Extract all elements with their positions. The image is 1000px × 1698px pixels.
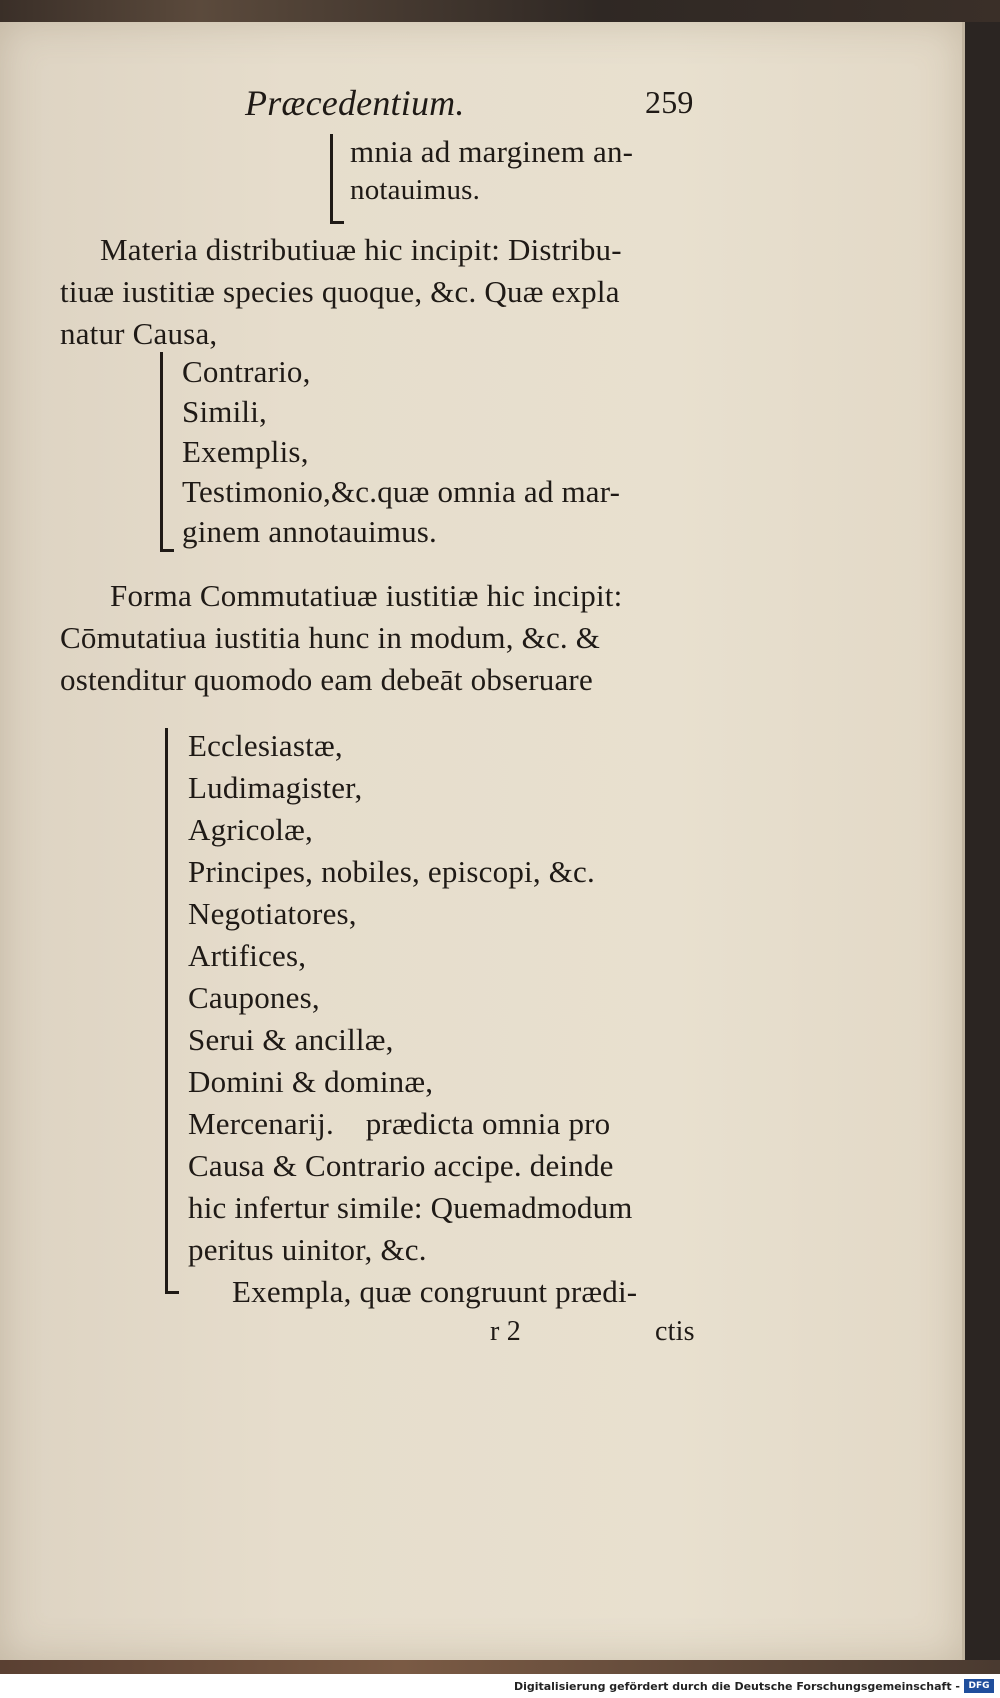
- digitization-footer: [0, 1674, 1000, 1698]
- list-item: Artifices,: [188, 938, 307, 973]
- list-item: Ludimagister,: [188, 770, 363, 805]
- top-edge: [0, 0, 1000, 22]
- text-line: notauimus.: [350, 174, 481, 206]
- digitization-credit: Digitalisierung gefördert durch die Deutsche Forschungsgemeinschaft -: [513, 1680, 960, 1693]
- book-page: [0, 22, 965, 1660]
- list-item: Principes, nobiles, episcopi, &c.: [188, 854, 595, 889]
- list-item: ginem annotauimus.: [182, 514, 438, 549]
- list-item: Ecclesiastæ,: [188, 728, 343, 763]
- catchword: ctis: [655, 1316, 695, 1347]
- text-line: tiuæ iustitiæ species quoque, &c. Quæ expla: [60, 274, 620, 309]
- text-line: Cōmutatiua iustitia hunc in modum, &c. &: [60, 620, 601, 655]
- text-line: mnia ad marginem an-: [350, 134, 634, 169]
- text-line: ostenditur quomodo eam debeāt obseruare: [60, 662, 593, 697]
- list-item: Simili,: [182, 394, 267, 429]
- list-item: Caupones,: [188, 980, 320, 1015]
- bracket: [160, 352, 163, 552]
- list-item: Negotiatores,: [188, 896, 357, 931]
- running-head: Præcedentium.: [245, 83, 465, 123]
- signature-mark: r 2: [490, 1316, 521, 1347]
- text-line: Forma Commutatiuæ iustitiæ hic incipit:: [110, 578, 623, 613]
- dfg-logo: DFG: [964, 1679, 994, 1693]
- bracket: [165, 728, 168, 1294]
- text-line: Materia distributiuæ hic incipit: Distribu-: [100, 232, 622, 267]
- list-item: Agricolæ,: [188, 812, 313, 847]
- list-item: Causa & Contrario accipe. deinde: [188, 1148, 614, 1183]
- list-item: Contrario,: [182, 354, 311, 389]
- list-item: Testimonio,&c.quæ omnia ad mar-: [182, 474, 621, 509]
- page-number: 259: [645, 84, 694, 120]
- list-item: Exemplis,: [182, 434, 309, 469]
- bottom-edge: [0, 1660, 1000, 1674]
- list-item: Domini & dominæ,: [188, 1064, 434, 1099]
- list-item: Mercenarij. prædicta omnia pro: [188, 1106, 611, 1141]
- list-item: peritus uinitor, &c.: [188, 1232, 427, 1267]
- list-item: Exempla, quæ congruunt prædi-: [232, 1274, 638, 1309]
- list-item: Serui & ancillæ,: [188, 1022, 394, 1057]
- list-item: hic infertur simile: Quemadmodum: [188, 1190, 633, 1225]
- text-line: natur Causa,: [60, 316, 218, 351]
- bracket: [330, 134, 333, 224]
